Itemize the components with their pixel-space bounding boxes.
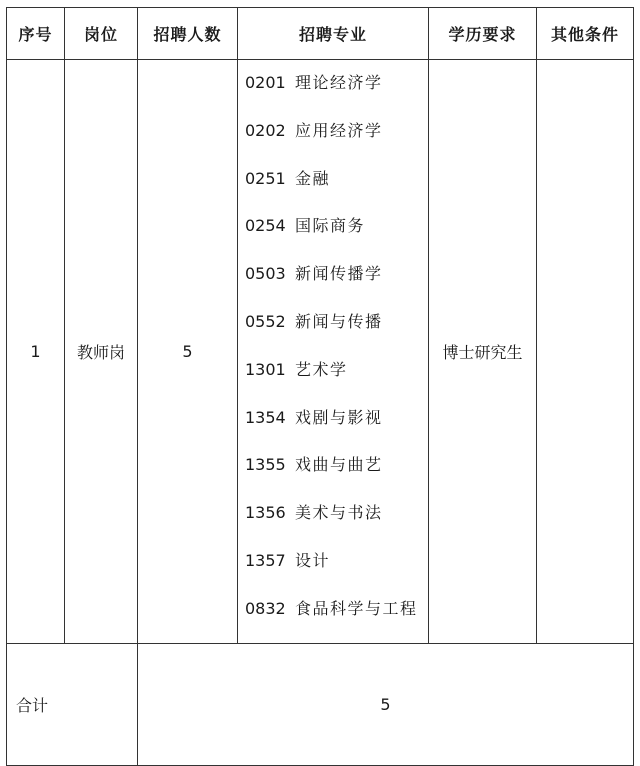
- major-code: 0251: [245, 168, 286, 188]
- header-row: [7, 8, 634, 60]
- major-code: 0202: [245, 120, 286, 140]
- total-label: 合计: [7, 643, 138, 765]
- major-item: [245, 356, 428, 404]
- major-code: 0552: [245, 311, 286, 331]
- major-item: [245, 308, 428, 356]
- major-name: 新闻与传播: [295, 311, 383, 331]
- major-name: 国际商务: [295, 216, 366, 236]
- header-count: 招聘人数: [138, 8, 238, 60]
- table-row: [7, 60, 634, 644]
- major-name: 艺术学: [295, 359, 348, 379]
- row-other: [537, 60, 634, 644]
- major-item: [245, 260, 428, 308]
- major-name: 设计: [295, 550, 331, 570]
- header-majors: 招聘专业: [238, 8, 429, 60]
- header-index: 序号: [7, 8, 65, 60]
- major-item: [245, 212, 428, 260]
- major-code: 1301: [245, 359, 286, 379]
- major-name: 美术与书法: [295, 503, 383, 523]
- major-name: 戏曲与曲艺: [295, 455, 383, 475]
- major-name: 戏剧与影视: [295, 407, 383, 427]
- recruitment-table: [6, 7, 634, 766]
- major-code: 0503: [245, 264, 286, 284]
- major-item: [245, 117, 428, 165]
- major-item: [245, 451, 428, 499]
- major-name: 新闻传播学: [295, 264, 383, 284]
- major-name: 食品科学与工程: [295, 598, 418, 618]
- major-name: 应用经济学: [295, 120, 383, 140]
- major-code: 1355: [245, 455, 286, 475]
- major-item: [245, 404, 428, 452]
- total-value: 5: [138, 643, 634, 765]
- header-position: 岗位: [65, 8, 138, 60]
- major-code: 0201: [245, 73, 286, 92]
- major-code: 0832: [245, 598, 286, 618]
- major-code: 1354: [245, 407, 286, 427]
- major-item: [245, 69, 428, 117]
- major-item: [245, 165, 428, 213]
- major-item: [245, 547, 428, 595]
- majors-cell: [238, 60, 429, 644]
- row-index: 1: [7, 60, 65, 644]
- major-item: [245, 595, 428, 643]
- major-code: 1357: [245, 550, 286, 570]
- major-name: 金融: [295, 168, 331, 188]
- row-count: 5: [138, 60, 238, 644]
- major-item: [245, 499, 428, 547]
- header-other: 其他条件: [537, 8, 634, 60]
- row-education: 博士研究生: [429, 60, 537, 644]
- major-code: 1356: [245, 503, 286, 523]
- total-row: [7, 643, 634, 765]
- major-code: 0254: [245, 216, 286, 236]
- header-education: 学历要求: [429, 8, 537, 60]
- major-name: 理论经济学: [295, 73, 383, 92]
- row-position: 教师岗: [65, 60, 138, 644]
